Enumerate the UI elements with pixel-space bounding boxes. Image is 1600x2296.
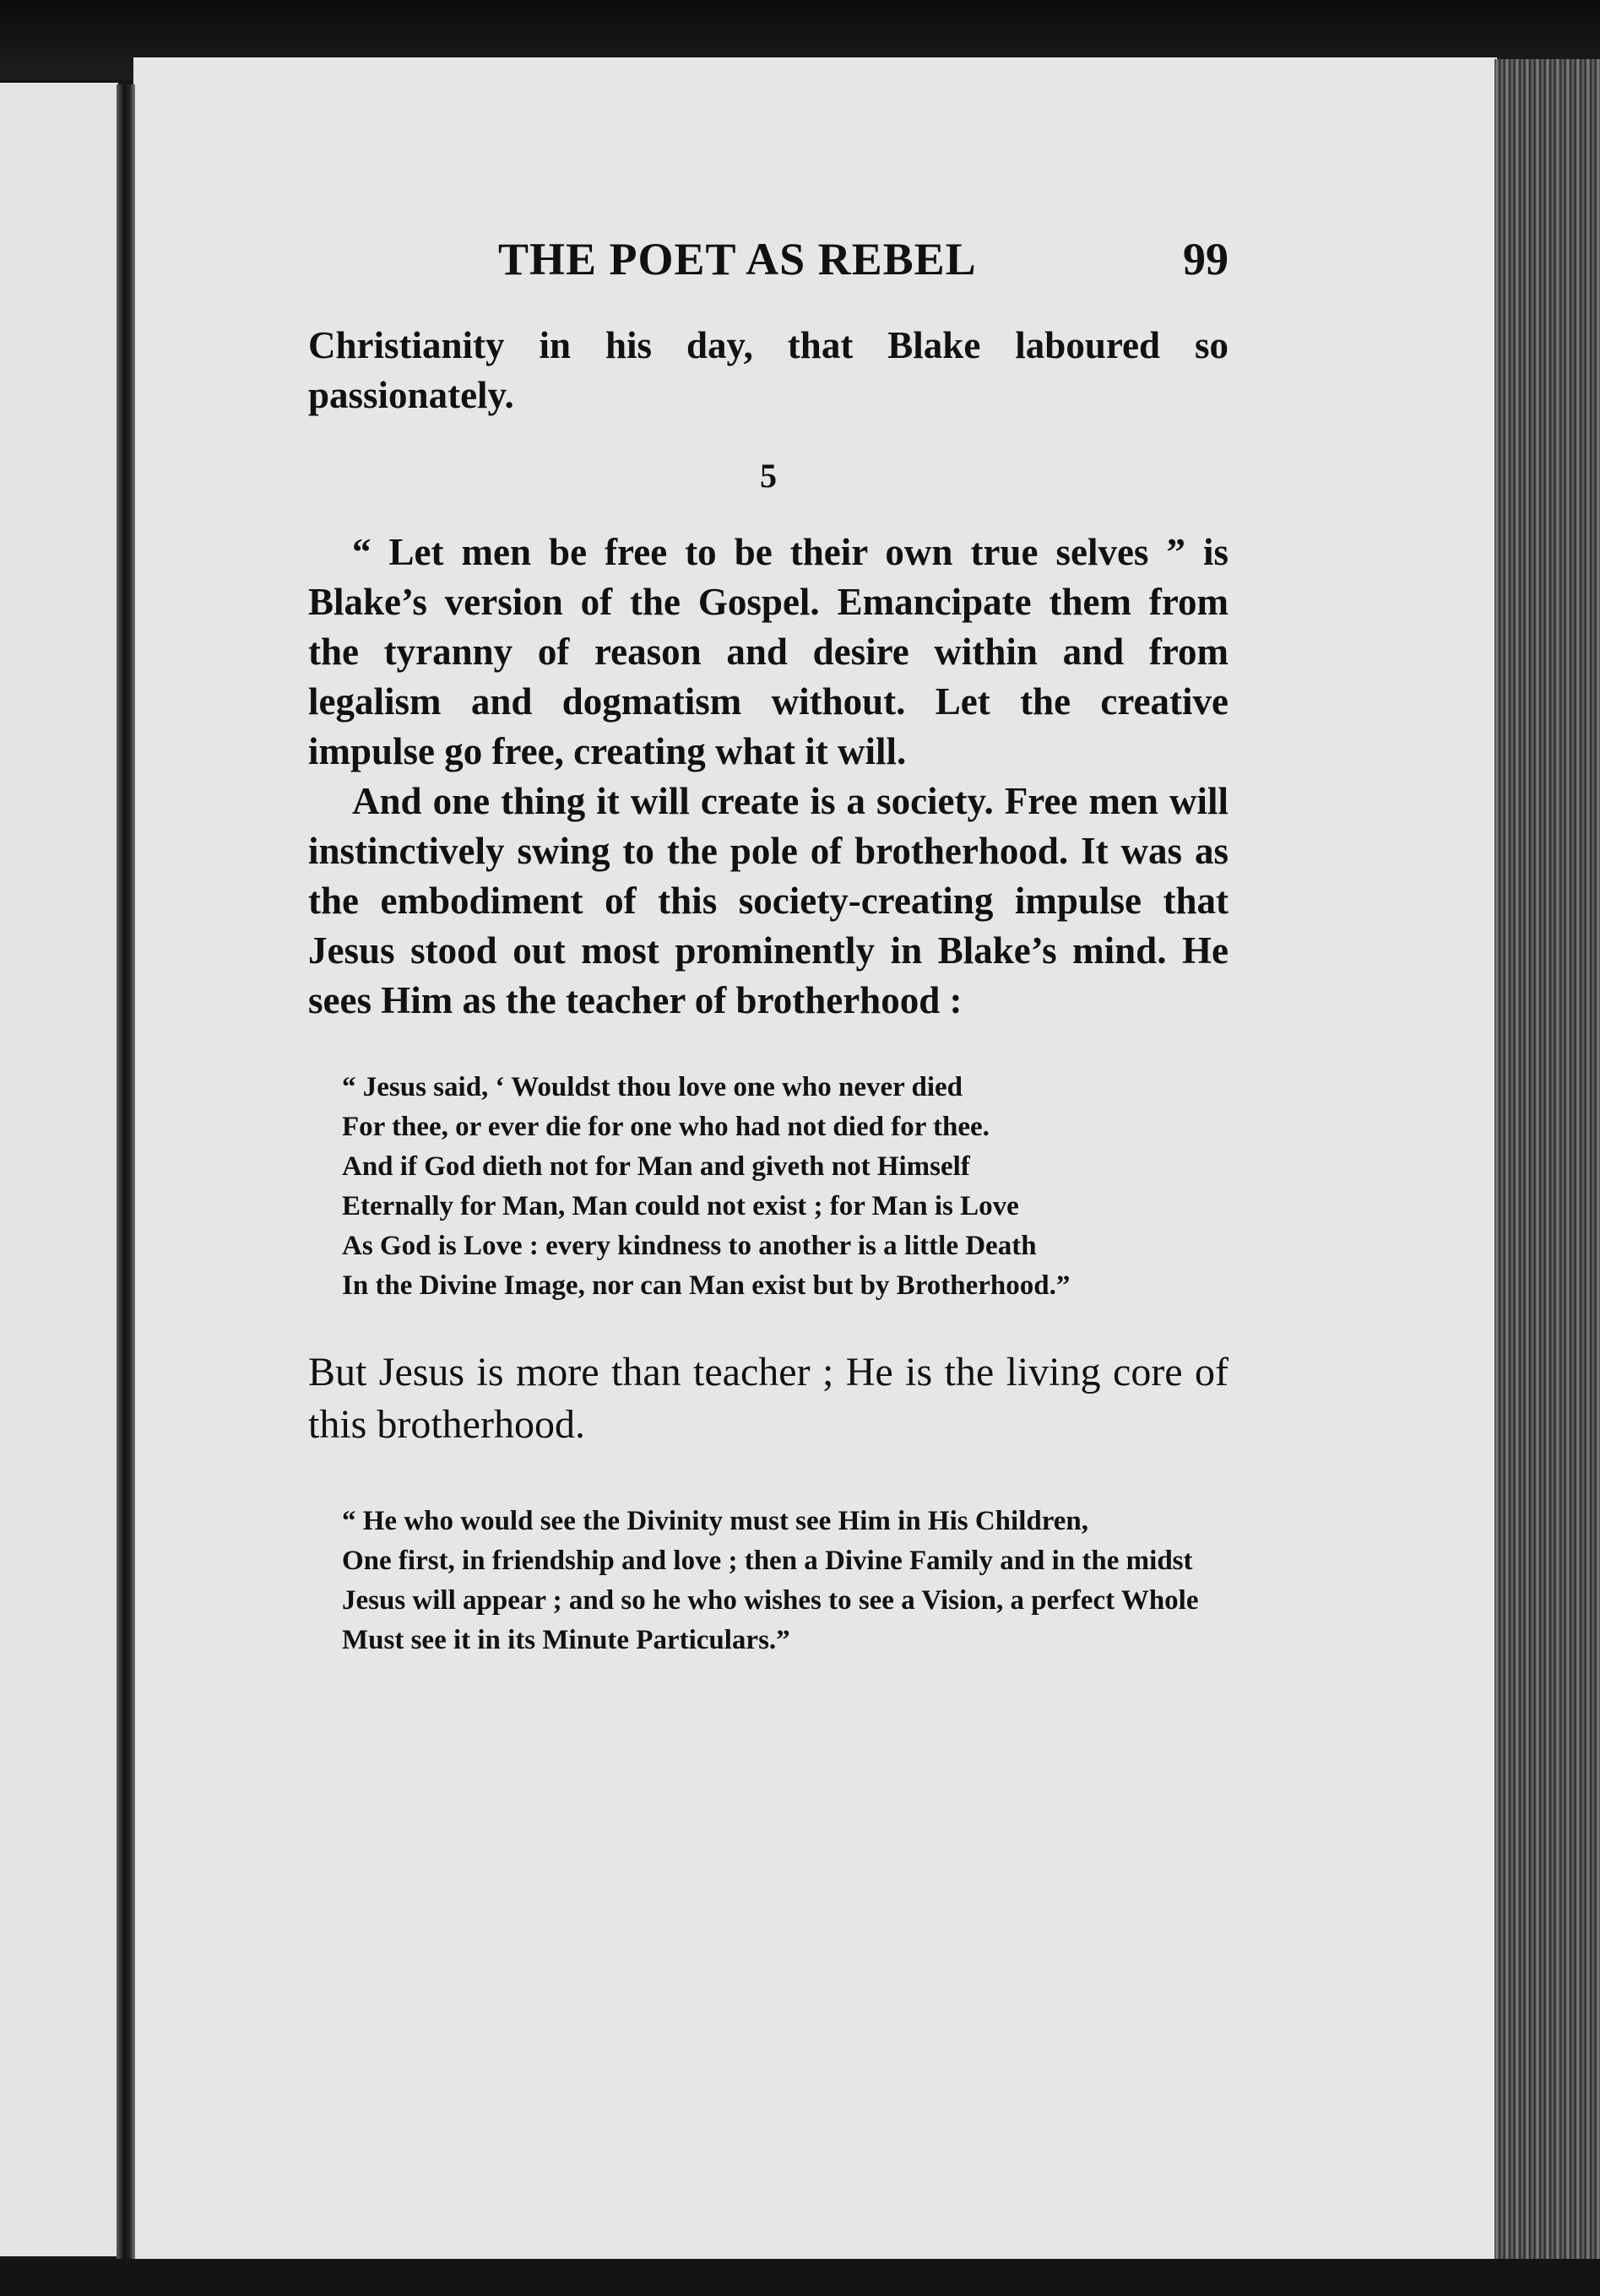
scan-bottom-border [0,2259,1600,2296]
page-number: 99 [1183,234,1228,284]
quote-line: “ Jesus said, ‘ Wouldst thou love one who never died [342,1072,963,1102]
paragraph: “ Let men be free to be their own true selves ” is Blake’s version of the Gospel. Emancipate them from the tyranny of reason and desire within and from legalism and dogmatism without. Let the creative impulse go free, creating what it will. [308,531,1228,772]
middle-paragraph: But Jesus is more than teacher ; He is the living core of this brotherhood. [308,1350,1228,1447]
blake-quote-divinity [308,1502,1228,1660]
facing-page-edge [0,83,118,2256]
paragraph: And one thing it will create is a society. Free men will instinctively swing to the pole of brotherhood. It was as the embodiment of this society-creating impulse that Jesus stood out most prominently in Blake’s mind. He sees Him as the teacher of brotherhood : [308,780,1228,1021]
blake-quote-brotherhood [308,1068,1228,1306]
quote-line: One first, in friendship and love ; then a Divine Family and in the midst [342,1546,1193,1576]
quote-line: And if God dieth not for Man and giveth not Himself [342,1151,970,1182]
quote-line: As God is Love : every kindness to another is a little Death [342,1231,1037,1261]
page-content [308,228,1228,1660]
page-stack-edge [1494,59,1600,2288]
running-head [308,228,1228,287]
quote-line: Must see it in its Minute Particulars.” [342,1625,790,1655]
running-title: THE POET AS REBEL [498,234,977,284]
section-number: 5 [760,457,777,495]
quote-line: For thee, or ever die for one who had not died for thee. [342,1112,990,1142]
quote-line: Jesus will appear ; and so he who wishes to see a Vision, a perfect Whole [342,1585,1199,1616]
quote-line: “ He who would see the Divinity must see Him in His Children, [342,1506,1089,1536]
quote-line: In the Divine Image, nor can Man exist but by Brotherhood.” [342,1270,1071,1301]
quote-line: Eternally for Man, Man could not exist ; for Man is Love [342,1191,1019,1221]
opening-paragraph: Christianity in his day, that Blake laboured so passionately. [308,324,1228,416]
book-gutter [117,84,135,2262]
